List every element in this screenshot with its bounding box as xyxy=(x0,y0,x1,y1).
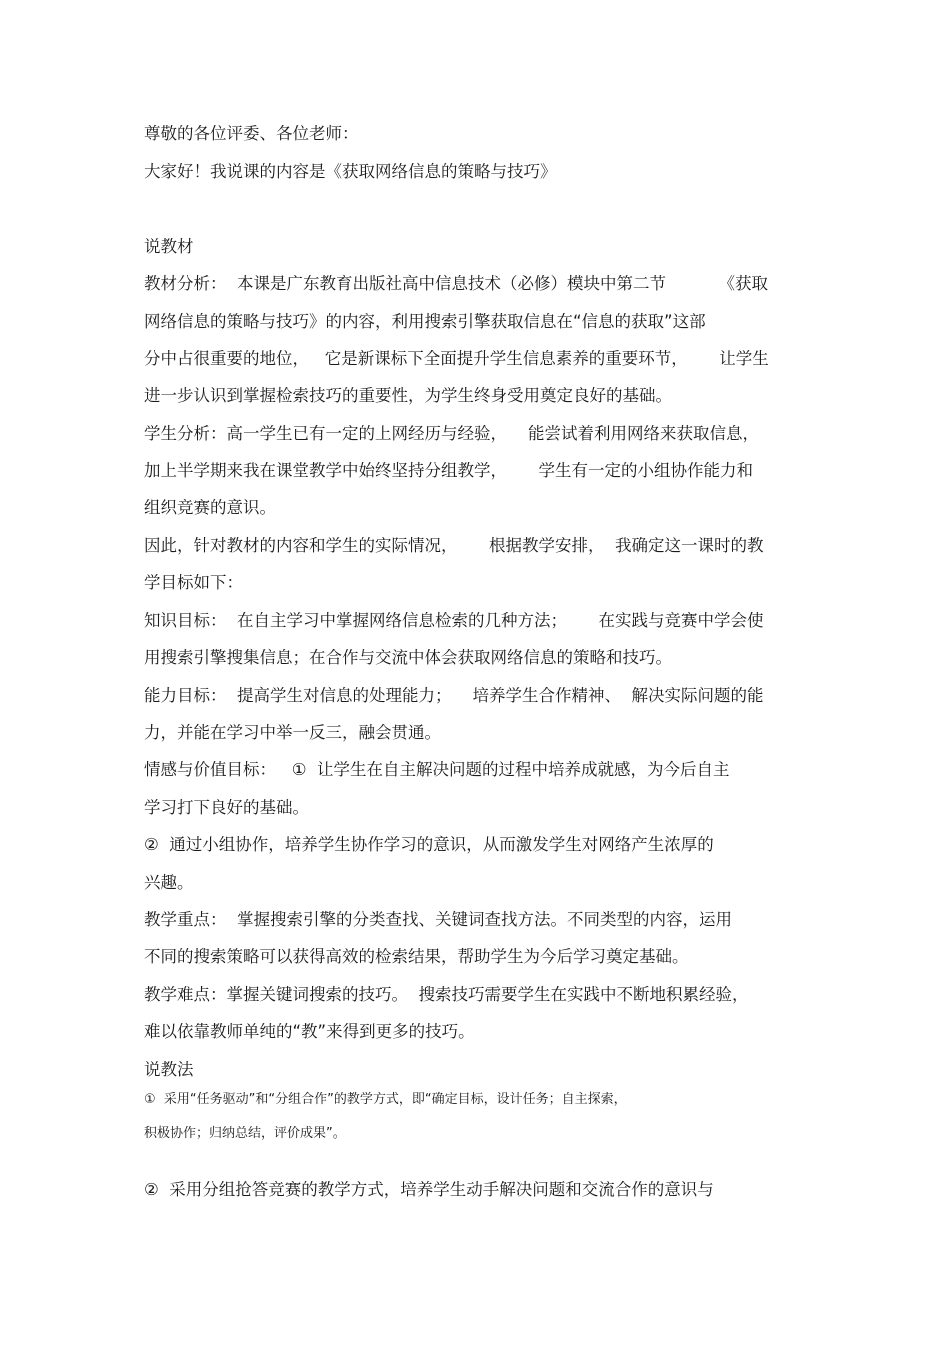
emotion-goal-2-line: ② 通过小组协作，培养学生协作学习的意识，从而激发学生对网络产生浓厚的 xyxy=(144,835,714,854)
emotion-goal-2-line: 兴趣。 xyxy=(144,873,194,892)
ability-goal-line: 能力目标： 提高学生对信息的处理能力； 培养学生合作精神、 解决实际问题的能 xyxy=(144,686,764,705)
method-2-line: ② 采用分组抢答竞赛的教学方式，培养学生动手解决问题和交流合作的意识与 xyxy=(144,1180,714,1199)
emotion-goal-line: 情感与价值目标： ① 让学生在自主解决问题的过程中培养成就感，为今后自主 xyxy=(144,760,730,779)
difficult-points-line: 难以依靠教师单纯的“教”来得到更多的技巧。 xyxy=(144,1022,475,1041)
therefore-line: 因此，针对教材的内容和学生的实际情况， 根据教学安排， 我确定这一课时的教 xyxy=(144,536,764,555)
knowledge-goal-line: 知识目标： 在自主学习中掌握网络信息检索的几种方法； 在实践与竞赛中学会使 xyxy=(144,611,764,630)
intro: 大家好！我说课的内容是《获取网络信息的策略与技巧》 xyxy=(144,162,557,181)
heading-teaching-method: 说教法 xyxy=(144,1060,194,1079)
knowledge-goal-line: 用搜索引擎搜集信息；在合作与交流中体会获取网络信息的策略和技巧。 xyxy=(144,648,672,667)
emotion-goal-line: 学习打下良好的基础。 xyxy=(144,798,309,817)
heading-teaching-material: 说教材 xyxy=(144,237,194,256)
method-1-line: ① 采用“任务驱动”和“分组合作”的教学方式，即“确定目标，设计任务；自主探索， xyxy=(144,1092,627,1107)
greeting: 尊敬的各位评委、各位老师： xyxy=(144,124,359,143)
material-analysis-line: 网络信息的策略与技巧》的内容，利用搜索引擎获取信息在“信息的获取”这部 xyxy=(144,312,706,331)
material-analysis-line: 教材分析： 本课是广东教育出版社高中信息技术（必修）模块中第二节 《获取 xyxy=(144,274,768,293)
material-analysis-line: 分中占很重要的地位， 它是新课标下全面提升学生信息素养的重要环节， 让学生 xyxy=(144,349,769,368)
key-points-line: 不同的搜索策略可以获得高效的检索结果，帮助学生为今后学习奠定基础。 xyxy=(144,947,689,966)
student-analysis-line: 加上半学期来我在课堂教学中始终坚持分组教学， 学生有一定的小组协作能力和 xyxy=(144,461,753,480)
material-analysis-line: 进一步认识到掌握检索技巧的重要性，为学生终身受用奠定良好的基础。 xyxy=(144,386,672,405)
method-1-line: 积极协作；归纳总结，评价成果”。 xyxy=(144,1126,346,1141)
key-points-line: 教学重点： 掌握搜索引擎的分类查找、关键词查找方法。不同类型的内容，运用 xyxy=(144,910,732,929)
difficult-points-line: 教学难点：掌握关键词搜索的技巧。 搜索技巧需要学生在实践中不断地积累经验， xyxy=(144,985,749,1004)
ability-goal-line: 力，并能在学习中举一反三，融会贯通。 xyxy=(144,723,441,742)
student-analysis-line: 学生分析：高一学生已有一定的上网经历与经验， 能尝试着利用网络来获取信息， xyxy=(144,424,759,443)
therefore-line: 学目标如下： xyxy=(144,573,243,592)
student-analysis-line: 组织竞赛的意识。 xyxy=(144,498,276,517)
